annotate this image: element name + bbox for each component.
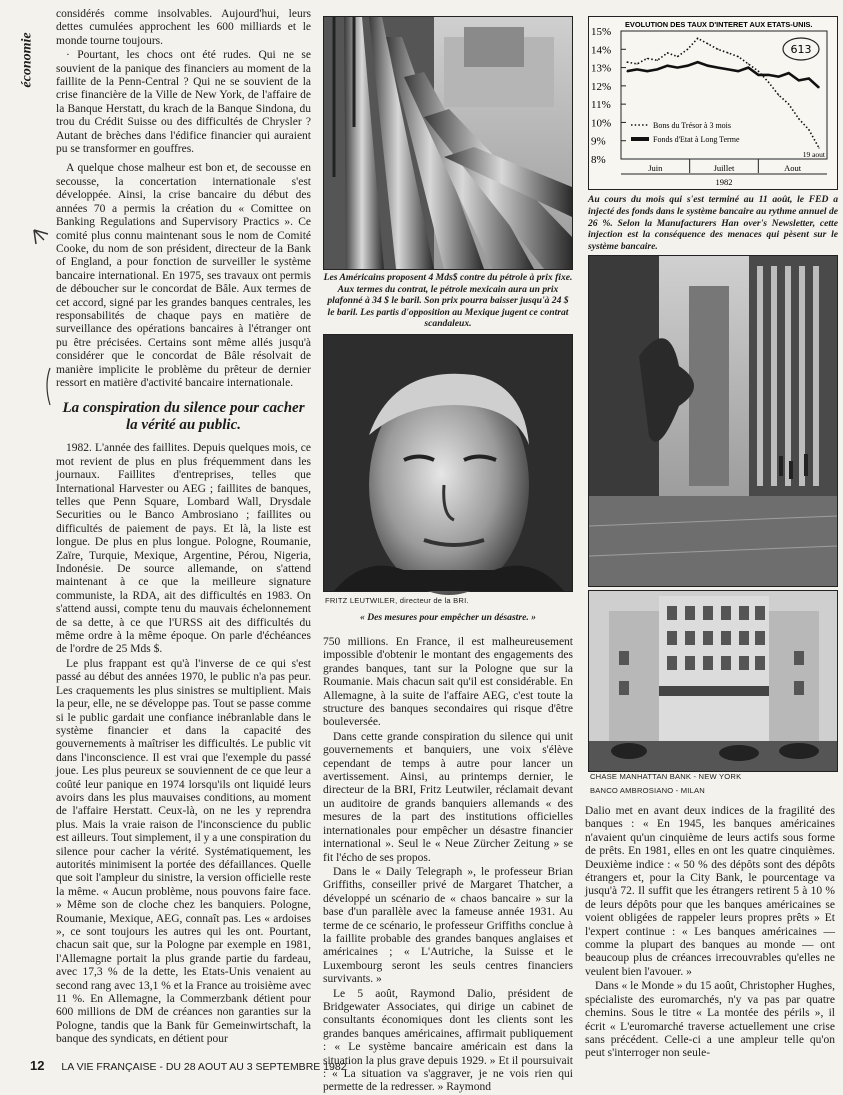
data-point	[657, 69, 658, 70]
paragraph: Dans cette grande conspiration du silence qui unit gouvernements et banquiers, une voix s'élève cependant de temps à autre pour lancer un avertissement. Ainsi, au printemps dernier, le directeur de la BRI, Fritz Leutwiler, réclamait devant un auditoire de grands banquiers allemands « des mesures de la part des institutions officielles internationales pour empêcher un désastre financier international ». Seul le « Neue Zürcher Zeitung » se fit l'écho de ses propos.	[323, 730, 573, 864]
data-point	[738, 71, 739, 72]
data-point	[727, 69, 728, 70]
section-label: économie	[19, 32, 35, 88]
y-tick-label: 14%	[591, 44, 612, 57]
data-point	[818, 87, 819, 88]
data-point	[657, 60, 658, 61]
x-tick-label: Juin	[648, 163, 663, 173]
paragraph: Dans « le Monde » du 15 août, Christopher Hughes, spécialiste des euromarchés, n'y va pas par quatre chemins. Sous le titre « La montée des périls », il écrit « L'euromarché traverse actuellement une crise sans précédent. Celle-ci a une ampleur telle qu'on peut s'interroger non seule-	[585, 980, 835, 1060]
data-point	[626, 71, 627, 72]
data-point	[707, 65, 708, 66]
data-point	[798, 118, 799, 119]
data-point	[626, 61, 627, 62]
data-point	[727, 52, 728, 53]
chart-title: EVOLUTION DES TAUX D'INTERET AUX ETATS-UNIS.	[625, 20, 813, 29]
footer-publication: LA VIE FRANÇAISE - DU 28 AOUT AU 3 SEPTEMBRE 1982	[61, 1061, 347, 1073]
article-column-3	[585, 805, 835, 1061]
data-point	[798, 80, 799, 81]
data-point	[677, 56, 678, 57]
legend-label: Fonds d'Etat à Long Terme	[653, 135, 740, 144]
article-column-1	[56, 8, 311, 1058]
data-point	[647, 71, 648, 72]
data-point	[808, 129, 809, 130]
data-point	[717, 49, 718, 50]
y-tick-label: 9%	[591, 135, 606, 148]
portrait-credit: FRITZ LEUTWILER, directeur de la BRI.	[325, 596, 469, 605]
y-tick-label: 13%	[591, 62, 612, 75]
portrait-quote: « Des mesures pour empêcher un désastre. »	[360, 612, 536, 623]
year-label: 1982	[715, 177, 733, 187]
data-point	[808, 78, 809, 79]
chart-caption: Au cours du mois qui s'est terminé au 11 août, le FED a injecté des fonds dans le système bancaire au rythme annuel de 26 %. Selon la Manufacturers Han over's Newsletter, cette injection est la conséquence des menaces qui pèsent sur le système bancaire.	[588, 194, 838, 253]
data-point	[788, 72, 789, 73]
data-point	[687, 49, 688, 50]
banco-ambrosiano-photo	[588, 590, 838, 772]
data-point	[788, 104, 789, 105]
data-point	[647, 58, 648, 59]
data-point	[738, 56, 739, 57]
data-point	[758, 74, 759, 75]
data-point	[677, 67, 678, 68]
data-point	[768, 82, 769, 83]
data-point	[687, 65, 688, 66]
paragraph: · Pourtant, les chocs ont été rudes. Qui ne se souvient de la panique des financiers au moment de la faillite de la Penn-Central ? Qui ne se souvient de la crise financière de la Ville de New York, de l'affaire de la Banque Herstatt, du krach de la Banque Sindona, du trou du Crédit Suisse ou des difficultés de Chrysler ? Autant de brèches dans l'édifice financier qui auraient pu se transformer en gouffres.	[56, 49, 311, 156]
data-point	[768, 74, 769, 75]
data-point	[667, 52, 668, 53]
pipeline-photo	[323, 16, 573, 270]
data-point	[748, 63, 749, 64]
chase-manhattan-photo	[588, 255, 838, 587]
data-point	[667, 65, 668, 66]
paragraph: Dalio met en avant deux indices de la fragilité des banques : « En 1945, les banques américaines n'avaient qu'un cinquième de leurs actifs sous forme de prêts. En 1981, elles en ont les quatre cinquièmes. Deuxième indice : « 50 % des dépôts sont des dépôts étrangers et, pour la City Bank, le pourcentage va jusqu'à 72. Il suffit que les étrangers retirent 5 à 10 % de leurs dépôts pour que les banques américaines se voient obligées de rappeler leurs propres prêts » Et l'expert continue : « Les banques américaines — comme la plupart des banques au monde — ont beaucoup plus de créances irrecouvrables qu'elles ne veulent bien l'avouer. »	[585, 805, 835, 978]
chart-canvas	[589, 17, 837, 189]
data-point	[778, 94, 779, 95]
paragraph: A quelque chose malheur est bon et, de secousse en secousse, la concertation internationale s'est développée. Ainsi, la crise bancaire du début des années 70 a permis la création du « Comittee on Banking Regulations and Supervisory Practics ». Ce comité plus connu maintenant sous le nom de Comité Cooke, du nom de son président, directeur de la Bank of England, a pour fonction de surveiller le système bancaire international. En 1975, ses travaux ont permis de déboucher sur le concordat de Bâle. Aux termes de cet accord, signé par les grandes banques centrales, les responsabilités de chaque pays en matière de surveillance des opérations bancaires à l'étranger ont pu être précisées. Certains sont même allés jusqu'à considérer que le concordat de Bâle résolvait de manière implicite le problème du prêteur de dernier ressort en matière d'activité bancaire internationale.	[56, 162, 311, 389]
data-point	[637, 63, 638, 64]
y-tick-label: 12%	[591, 80, 612, 93]
data-point	[778, 76, 779, 77]
data-point	[697, 61, 698, 62]
data-point	[818, 147, 819, 148]
data-point	[748, 67, 749, 68]
y-tick-label: 8%	[591, 154, 606, 166]
legend-label: Bons du Trésor à 3 mois	[653, 121, 732, 130]
annotation-number: 613	[790, 43, 812, 56]
chase-credit: CHASE MANHATTAN BANK - NEW YORK	[590, 772, 742, 781]
data-point	[758, 71, 759, 72]
y-tick-label: 15%	[591, 26, 612, 38]
subheading: La conspiration du silence pour cacher la vérité au public.	[62, 400, 305, 434]
data-point	[707, 43, 708, 44]
data-point	[697, 38, 698, 39]
portrait-photo	[323, 334, 573, 592]
page-footer	[30, 1058, 347, 1073]
paragraph: 1982. L'année des faillites. Depuis quelques mois, ce mot revient de plus en plus fréquemment dans les journaux. Faillites d'entreprises, telles que International Harvester ou AEG ; faillites de banques, telles que Penn Square, Lombard Wall, Drysdale Securities ou le Banco Ambrosiano ; faillites ou difficultés de paiement de pays. Et là, la liste est longue. De plus en plus longue. Pologne, Roumanie, Zaïre, Turquie, Mexique, Argentine, Pérou, Nigeria, Indonésie. De source allemande, on s'attend maintenant à ce que la meilleure signature communiste, la RDA, ait des difficultés en 1983. On s'attend aussi, compte tenu du mauvais échelonnement de sa dette, à ce que l'URSS ait des difficultés du même ordre à la même époque. On parle d'échéances de l'ordre de 25 Mds $.	[56, 442, 311, 656]
paragraph: considérés comme insolvables. Aujourd'hui, leurs dettes cumulées approchent les 600 milliards et le monde tourne toujours.	[56, 8, 311, 47]
data-point	[717, 67, 718, 68]
legend-key-solid	[631, 137, 649, 141]
y-tick-label: 10%	[591, 117, 612, 130]
page-number: 12	[30, 1058, 45, 1073]
series-line-1	[627, 62, 819, 88]
x-tick-label: Aout	[784, 163, 802, 173]
data-point	[637, 69, 638, 70]
paragraph: Le 5 août, Raymond Dalio, président de Bridgewater Associates, qui dirige un cabinet de consultants économiques dont les clients sont les grandes banques américaines, affirmait publiquement : « Le système bancaire américain est dans la situation la plus grave depuis 1929. » Et il poursuivait : « La situation va s'aggraver, je ne vois rien qui permette de la redresser. » Raymond	[323, 987, 573, 1094]
pen-mark-arrow	[26, 200, 56, 410]
x-tick-label: Juillet	[713, 163, 735, 173]
paragraph: Dans le « Daily Telegraph », le professeur Brian Griffiths, conseiller privé de Margaret Thatcher, a développé un scénario de « chaos bancaire » sur la base d'un parallèle avec la fameuse année 1931. Au terme de ce scénario, le professeur Griffiths conclue à la faillite probable des grandes banques anglaises et américaines ; « L'Autriche, la Suisse et le Luxembourg seront les seuls centres financiers survivants. »	[323, 865, 573, 986]
pipeline-caption: Les Américains proposent 4 Mds$ contre du pétrole à prix fixe. Aux termes du contrat, le pétrole mexicain aura un prix plafonné à 34 $ le baril. Son prix pourra baisser jusqu'à 24 $ le baril. Les partis d'opposition au Mexique jugent ce contrat scandaleux.	[323, 272, 573, 330]
article-column-2	[323, 636, 573, 1094]
interest-rate-chart	[588, 16, 838, 190]
ambrosiano-credit: BANCO AMBROSIANO - MILAN	[590, 786, 705, 795]
paragraph: Le plus frappant est qu'à l'inverse de ce qui s'est passé au début des années 1970, le public n'a pas peur. Les craquements les plus sinistres se multiplient. Mais la peur, elle, ne se développe pas. Tout se passe comme si le public gardait une confiance inébranlable dans le système financier et dans la capacité des gouvernements à maîtriser les difficultés. Le public vit dans l'inconscience. Il est vrai que l'exemple du passé joue. Les plus peureux se souviennent de ce que leur a coûté leur panique en 1974 lorsqu'ils ont liquidé leurs avoirs dans les plus mauvaises conditions, au moment de l'affaire Herstatt. Ceux-là, on ne les y reprendra plus. Mais la vraie raison de l'inconscience du public est ailleurs. Tout simplement, il y a une conspiration du silence pour cacher la vérité. Systématiquement, les autorités minimisent la portée des défaillances. Quelle que soit l'ampleur du sinistre, la version officielle reste la même. « Aucun problème, nous pouvons faire face. » Même son de cloche chez les banquiers. Pologne, Roumanie, Mexique, AEG, connaît pas. Les « ardoises », ce sont toujours les autres qui les ont. Pourtant, chacun sait que, sur la Pologne par exemple en 1981, l'Allemagne portait la plus grande partie du fardeau, avec 17,3 % de la dette, les Etats-Unis venaient au second rang avec 13,1 % et la France au troisième avec 11 %. En Allemagne, la Commerzbank détient pour 600 millions de DM de créances non garanties sur la Pologne, tandis que la Bank für Gemeinwirtschaft, la banque des syndicats, en détient pour	[56, 657, 311, 1046]
y-tick-label: 11%	[591, 99, 611, 112]
paragraph: 750 millions. En France, il est malheureusement impossible d'obtenir le montant des engagements des grandes banques, tant sur la Pologne que sur la Roumanie. Mais chacun sait qu'il est considérable. En Allemagne, à la suite de l'affaire AEG, c'est toute la structure des banques secondaires qui risque d'être bouleversée.	[323, 636, 573, 729]
end-date-label: 19 aout	[802, 150, 825, 159]
